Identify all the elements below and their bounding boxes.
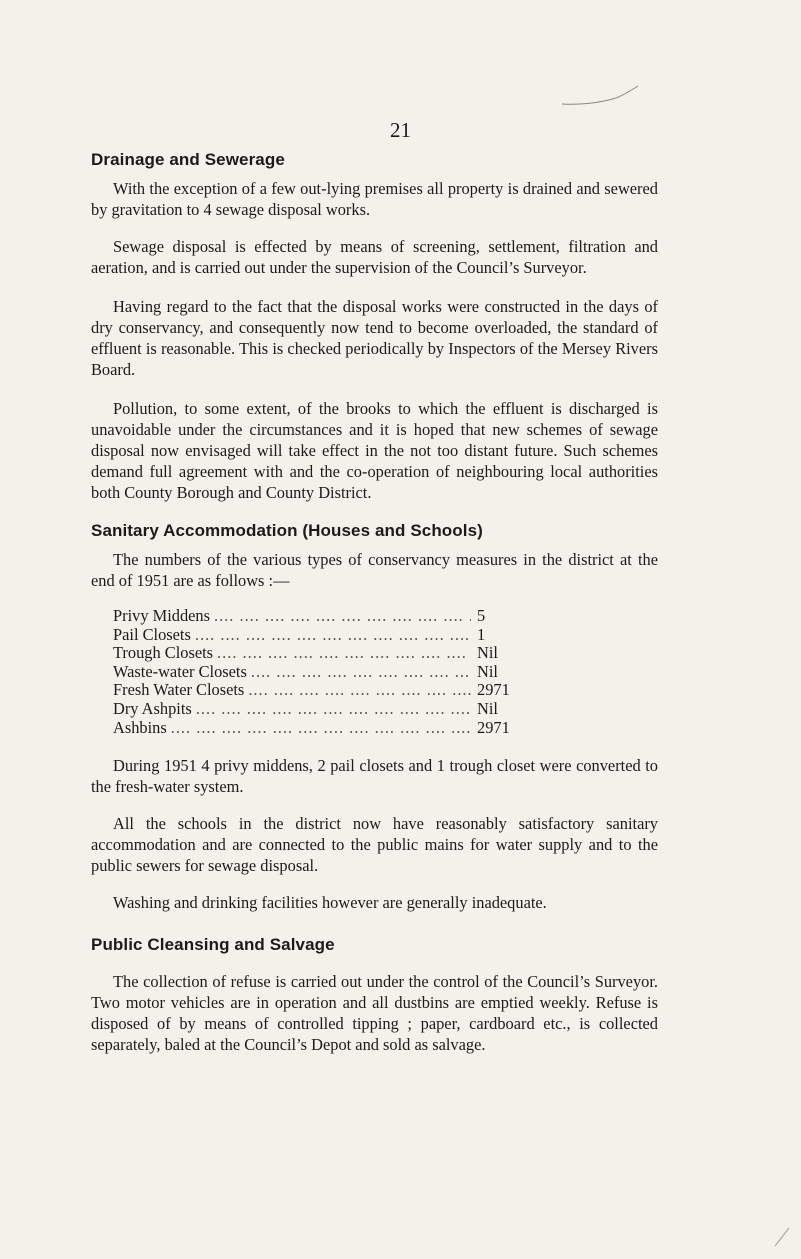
item-label: Pail Closets (113, 624, 191, 644)
list-item (113, 663, 517, 682)
leader-dots (248, 681, 471, 700)
leader-dots (217, 644, 471, 663)
paragraph: All the schools in the district now have reasonably satisfactory sanitary accommodation and are connected to the public mains for water supply and to the public sewers for sewage disposal. (91, 814, 658, 876)
item-label: Privy Middens (113, 606, 210, 625)
section-heading-sanitary: Sanitary Accommodation (Houses and Schools) (91, 521, 483, 540)
paragraph: The numbers of the various types of conservancy measures in the district at the end of 1951 are as follows :— (91, 550, 658, 590)
list-item (113, 719, 517, 738)
list-item (113, 626, 517, 645)
paragraph: Sewage disposal is effected by means of screening, settlement, filtration and aeration, and is carried out under the supervision of the Council’s Surveyor. (91, 237, 658, 277)
leader-dots (196, 700, 471, 719)
leader-dots (214, 607, 471, 626)
list-item (113, 681, 517, 700)
paragraph: Washing and drinking facilities however are generally inadequate. (113, 893, 547, 913)
section-heading-cleansing: Public Cleansing and Salvage (91, 935, 335, 955)
item-value: 5 (477, 606, 486, 625)
conservancy-list (113, 607, 517, 737)
item-value: Nil (477, 661, 498, 681)
pencil-mark-icon (773, 1224, 793, 1248)
paragraph: During 1951 4 privy middens, 2 pail closets and 1 trough closet were converted to the fresh-water system. (91, 756, 658, 797)
list-item (113, 607, 517, 626)
item-value: 1 (477, 624, 486, 644)
pencil-mark-icon (560, 84, 640, 108)
item-label: Fresh Water Closets (113, 680, 245, 700)
item-value: Nil (477, 698, 498, 718)
paragraph: The collection of refuse is carried out under the control of the Council’s Surveyor. Two motor vehicles are in operation and all dustbins are emptied weekly. Refuse is disposed of by means of controlled tipping ; paper, cardboard etc., is collected separately, baled at the Council’s Depot and sold as salvage. (91, 972, 658, 1055)
paragraph: Pollution, to some extent, of the brooks to which the effluent is discharged is unavoidable under the circumstances and it is hoped that new schemes of sewage disposal now envisaged will take effect in the not too distant future. Such schemes demand full agreement with and the co-operation of neighbouring local authorities both County Borough and County District. (91, 399, 658, 502)
list-item (113, 700, 517, 719)
leader-dots (251, 663, 471, 682)
item-label: Waste-water Closets (113, 661, 247, 681)
paragraph: With the exception of a few out-lying premises all property is drained and sewered by gravitation to 4 sewage disposal works. (91, 179, 658, 219)
item-value: 2971 (477, 680, 510, 700)
item-label: Dry Ashpits (113, 698, 192, 718)
leader-dots (195, 626, 471, 645)
item-value: 2971 (477, 717, 510, 737)
page-content (91, 150, 658, 1055)
page-number: 21 (390, 118, 411, 142)
item-label: Trough Closets (113, 643, 214, 663)
list-item (113, 644, 517, 663)
item-value: Nil (477, 643, 498, 663)
paragraph: Having regard to the fact that the disposal works were constructed in the days of dry conservancy, and consequently now tend to become overloaded, the standard of effluent is reasonable. This is checked periodically by Inspectors of the Mersey Rivers Board. (91, 297, 658, 379)
leader-dots (171, 719, 471, 738)
item-label: Ashbins (113, 717, 167, 737)
section-heading-drainage: Drainage and Sewerage (91, 150, 285, 169)
